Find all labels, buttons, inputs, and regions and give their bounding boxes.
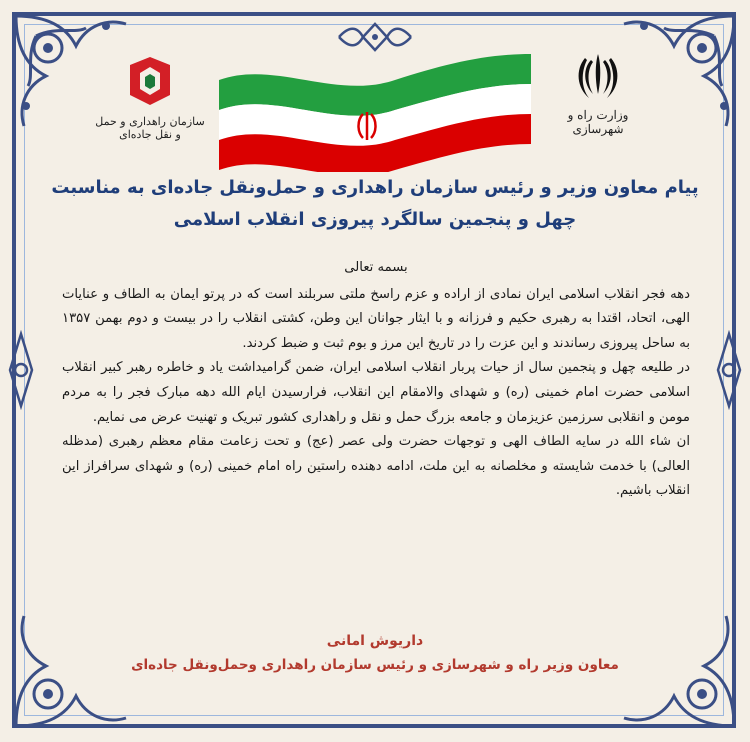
bismillah: بسمه تعالی: [344, 260, 408, 275]
title-line-2: چهل و پنجمین سالگرد پیروزی انقلاب اسلامی: [173, 209, 577, 230]
right-side-ornament: [714, 330, 744, 410]
iran-flag-image: [215, 40, 535, 172]
signature-block: [40, 630, 710, 678]
signatory-role: معاون وزیر راه و شهرسازی و رئیس سازمان راهداری وحمل‌ونقل جاده‌ای: [131, 657, 619, 673]
message-body: [62, 256, 690, 504]
message-title: [40, 172, 710, 236]
iran-emblem-icon: [573, 50, 623, 102]
signatory-name: داریوش امانی: [326, 633, 424, 649]
ministry-logo: [548, 50, 648, 136]
title-line-1: پیام معاون وزیر و رئیس سازمان راهداری و حمل‌ونقل جاده‌ای به مناسبت: [51, 177, 699, 198]
paragraph-1: دهه فجر انقلاب اسلامی ایران نمادی از اراده و عزم راسخ ملتی سربلند است که در پرتو ایمان به الطاف و عنایات الهی، اتحاد، اقتدا به رهبری حکیم و فرزانه و با ایثار جوانان این وطن، کشتی انقلاب را در بیست و دوم بهمن ۱۳۵۷ به ساحل پیروزی رساندند و این عزت را در تاریخ این مرز و بوم ثبت و ضبط کردند.: [62, 286, 690, 351]
left-side-ornament: [6, 330, 36, 410]
ministry-caption: وزارت راه و شهرسازی: [567, 108, 629, 136]
road-organization-emblem-icon: [124, 55, 176, 107]
paragraph-2: در طلیعه چهل و پنجمین سال از حیات پربار انقلاب اسلامی ایران، ضمن گرامیداشت یاد و خاطره رهبر کبیر انقلاب اسلامی حضرت امام خمینی (ره) و شهدای والامقام این انقلاب، فرارسیدن ایام الله دهه مبارک فجر را به مردم مومن و انقلابی سرزمین عزیزمان و جامعه بزرگ حمل و نقل و راهداری کشور تبریک و تهنیت عرض می نمایم.: [62, 360, 690, 425]
road-organization-logo: [95, 55, 205, 141]
road-organization-caption: سازمان راهداری و حمل و نقل جاده‌ای: [95, 115, 205, 141]
paragraph-3: ان شاء الله در سایه الطاف الهی و توجهات حضرت ولی عصر (عج) و تحت زعامت مقام معظم رهبری (مدظله العالی) با خدمت شایسته و مخلصانه به این ملت، ادامه دهنده راستین راه امام خمینی (ره) و شهدای سرافراز این انقلاب باشیم.: [62, 434, 690, 499]
